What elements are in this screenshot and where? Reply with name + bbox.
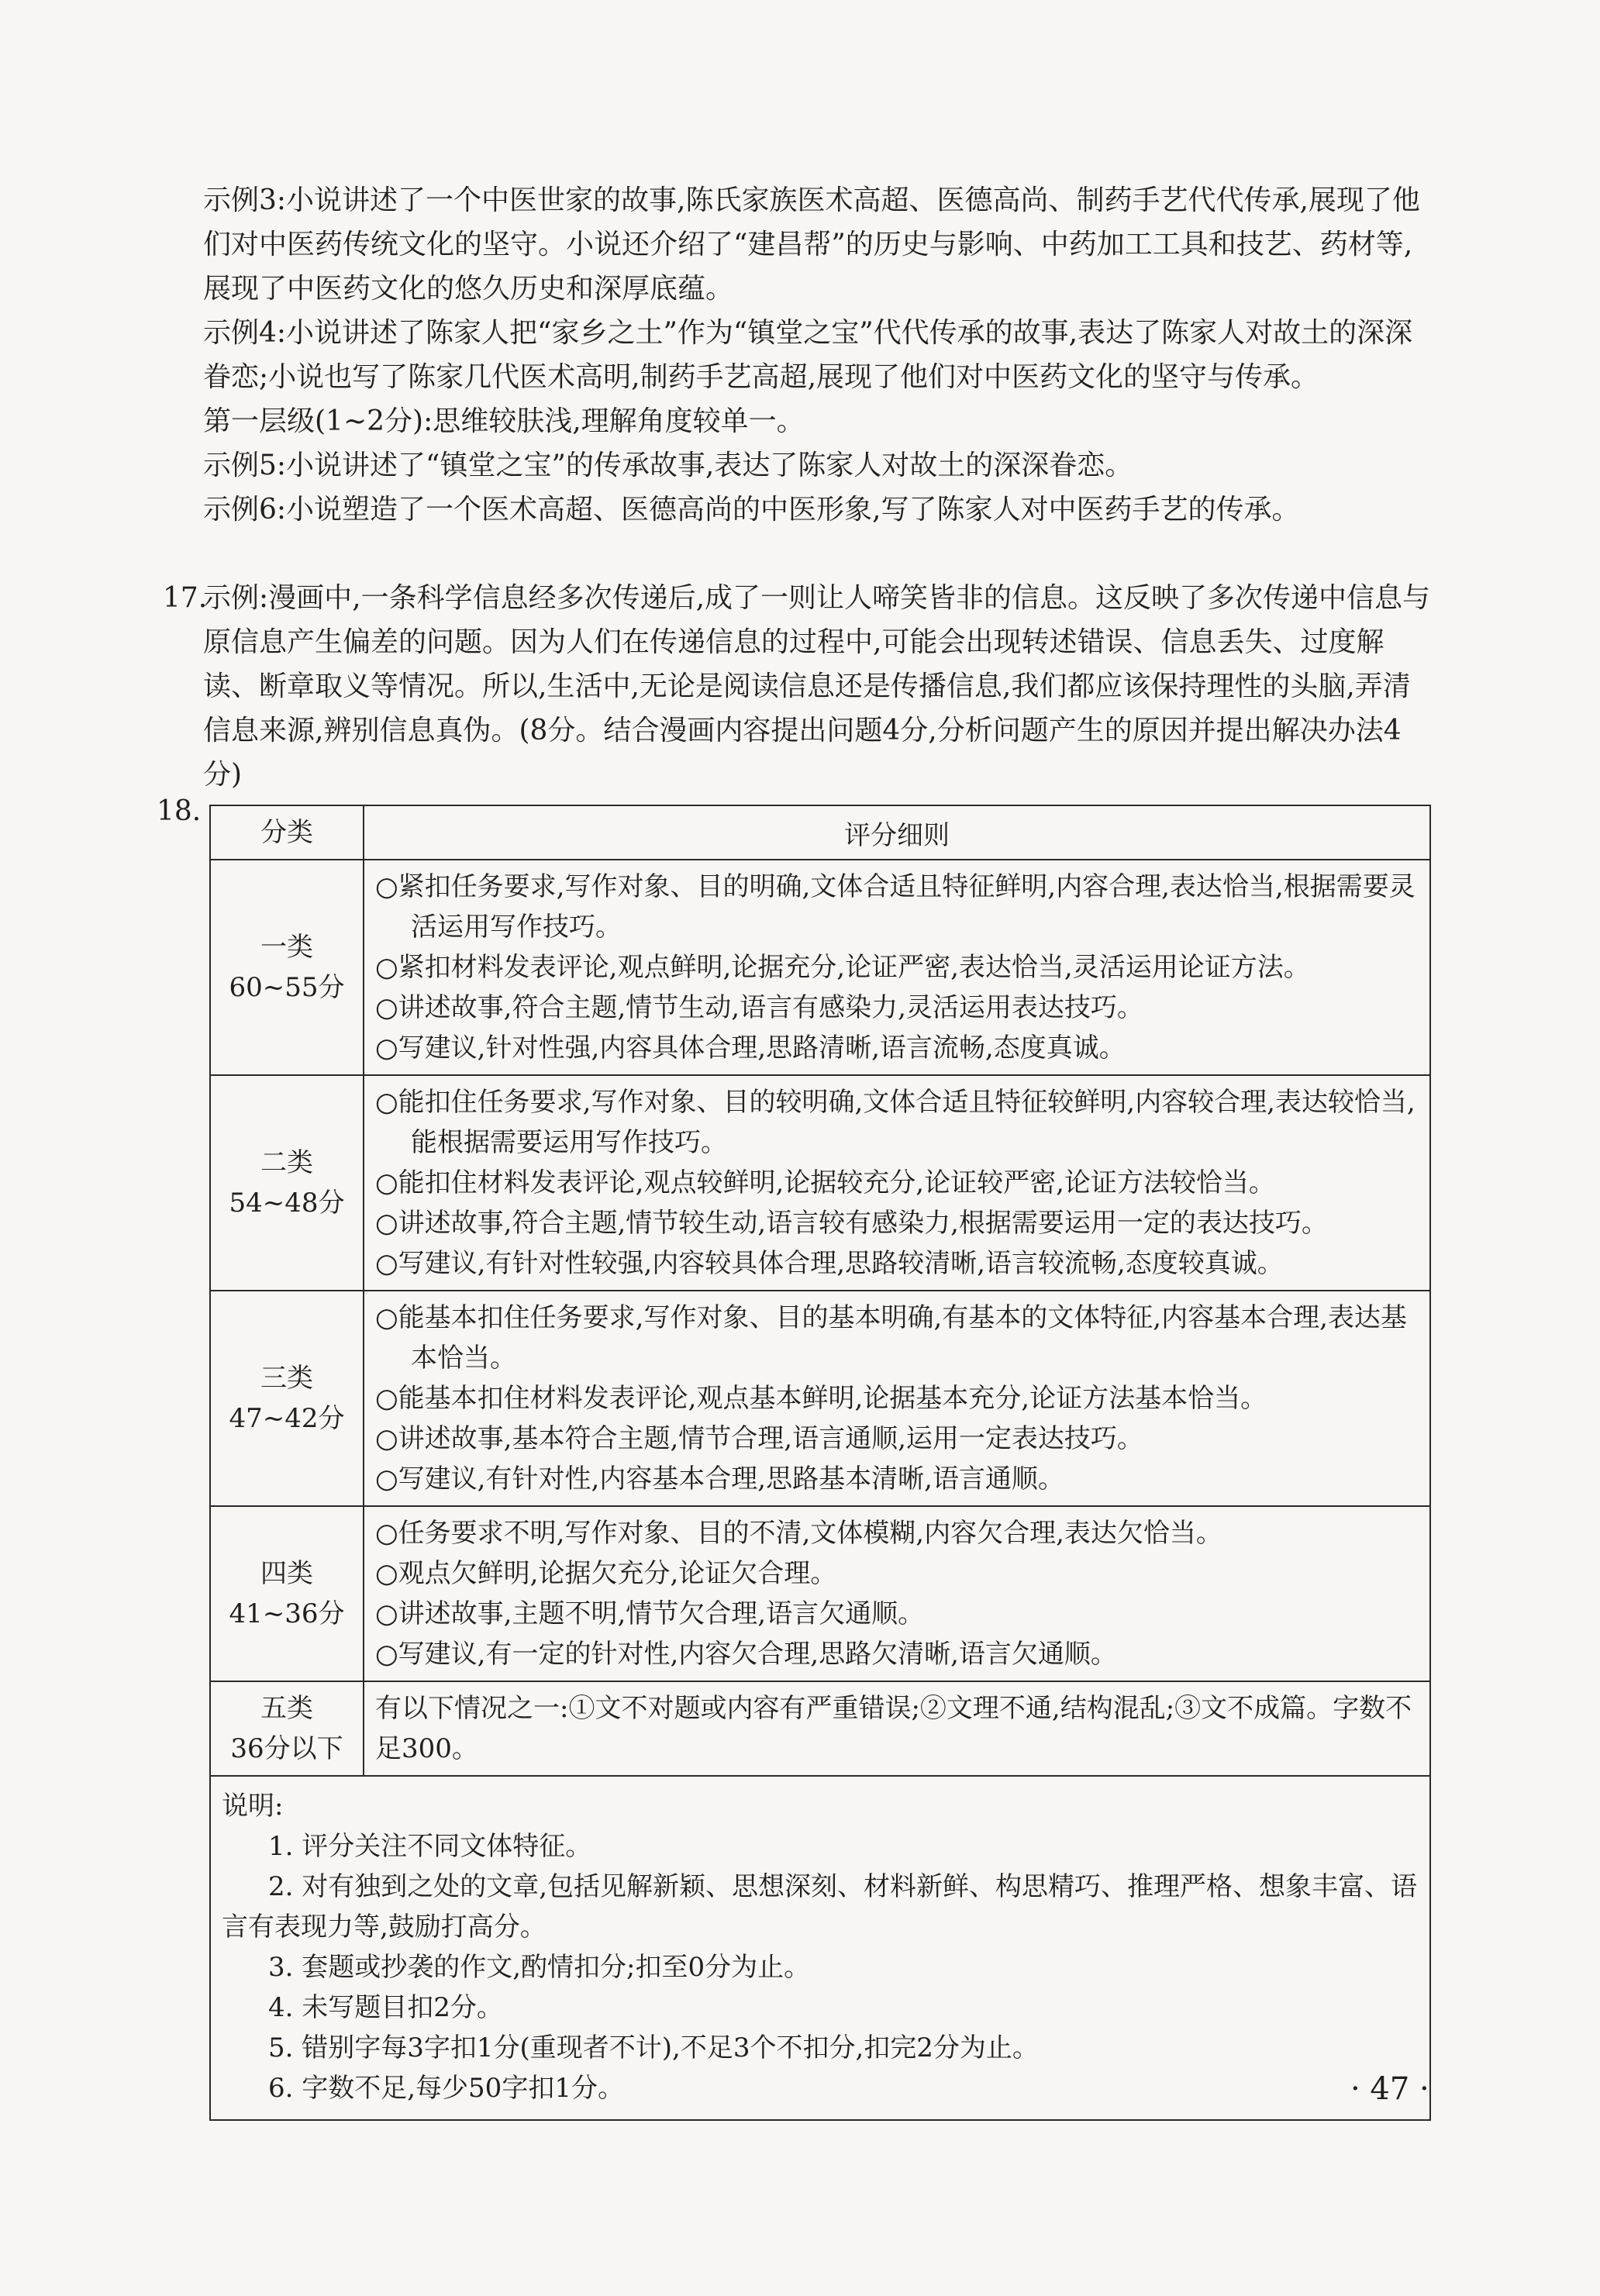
rule-item: ○能基本扣住任务要求,写作对象、目的基本明确,有基本的文体特征,内容基本合理,表达基本恰当。: [375, 1302, 1407, 1374]
header-rules: 评分细则: [364, 805, 1430, 860]
rule-item: ○讲述故事,符合主题,情节生动,语言有感染力,灵活运用表达技巧。: [375, 992, 1143, 1023]
notes-title: 说明:: [222, 1791, 284, 1822]
category-name: 一类: [260, 932, 313, 963]
category-score: 41~36分: [229, 1598, 345, 1629]
rules-cell: [364, 1075, 1430, 1291]
rule-item: ○紧扣材料发表评论,观点鲜明,论据充分,论证严密,表达恰当,灵活运用论证方法。: [375, 952, 1310, 983]
category-cell: [210, 1506, 364, 1681]
question-18-number: 18.: [157, 795, 202, 827]
note-item: 5. 错别字每3字扣1分(重现者不计),不足3个不扣分,扣完2分为止。: [268, 2032, 1039, 2063]
table-row: [210, 1075, 1430, 1291]
rule-item: ○能扣住任务要求,写作对象、目的较明确,文体合适且特征较鲜明,内容较合理,表达较恰当,能根据需要运用写作技巧。: [375, 1087, 1416, 1158]
notes-cell: [210, 1776, 1430, 2120]
example-5: 示例5:小说讲述了“镇堂之宝”的传承故事,表达了陈家人对故土的深深眷恋。: [203, 450, 1133, 481]
note-item: 4. 未写题目扣2分。: [268, 1992, 503, 2023]
rule-item: 有以下情况之一:①文不对题或内容有严重错误;②文理不通,结构混乱;③文不成篇。字数不足300。: [375, 1693, 1412, 1764]
rule-item: ○观点欠鲜明,论据欠充分,论证欠合理。: [375, 1558, 837, 1589]
category-score: 36分以下: [230, 1733, 343, 1764]
level-one-criteria: 第一层级(1~2分):思维较肤浅,理解角度较单一。: [203, 405, 805, 437]
scoring-rubric-table: [209, 805, 1431, 2121]
category-score: 54~48分: [229, 1188, 345, 1219]
table-header-row: [210, 805, 1430, 860]
rule-item: ○讲述故事,符合主题,情节较生动,语言较有感染力,根据需要运用一定的表达技巧。: [375, 1208, 1328, 1239]
note-item: 2. 对有独到之处的文章,包括见解新颖、思想深刻、材料新鲜、构思精巧、推理严格、想象丰富、语言有表现力等,鼓励打高分。: [222, 1871, 1418, 1943]
question-17-number: 17.: [163, 582, 208, 614]
question-17-answer: 示例:漫画中,一条科学信息经多次传递后,成了一则让人啼笑皆非的信息。这反映了多次传递中信息与原信息产生偏差的问题。因为人们在传递信息的过程中,可能会出现转述错误、信息丢失、过度解读、断章取义等情况。所以,生活中,无论是阅读信息还是传播信息,我们都应该保持理性的头脑,弄清信息来源,辨别信息真伪。(8分。结合漫画内容提出问题4分,分析问题产生的原因并提出解决办法4分): [203, 582, 1431, 791]
rule-item: ○写建议,针对性强,内容具体合理,思路清晰,语言流畅,态度真诚。: [375, 1033, 1126, 1064]
rule-item: ○紧扣任务要求,写作对象、目的明确,文体合适且特征鲜明,内容合理,表达恰当,根据需要灵活运用写作技巧。: [375, 871, 1416, 943]
notes-row: [210, 1776, 1430, 2120]
rule-item: ○写建议,有针对性,内容基本合理,思路基本清晰,语言通顺。: [375, 1463, 1064, 1494]
rules-cell: [364, 1291, 1430, 1506]
table-row: [210, 1681, 1430, 1776]
example-4: 示例4:小说讲述了陈家人把“家乡之土”作为“镇堂之宝”代代传承的故事,表达了陈家人对故土的深深眷恋;小说也写了陈家几代医术高明,制药手艺高超,展现了他们对中医药文化的坚守与传承。: [203, 317, 1413, 393]
rule-item: ○任务要求不明,写作对象、目的不清,文体模糊,内容欠合理,表达欠恰当。: [375, 1518, 1222, 1549]
category-cell: [210, 1681, 364, 1776]
note-item: 3. 套题或抄袭的作文,酌情扣分;扣至0分为止。: [268, 1952, 811, 1983]
table-row: [210, 860, 1430, 1075]
category-name: 二类: [260, 1147, 313, 1178]
rule-item: ○写建议,有针对性较强,内容较具体合理,思路较清晰,语言较流畅,态度较真诚。: [375, 1248, 1284, 1279]
rules-cell: [364, 1506, 1430, 1681]
example-3: 示例3:小说讲述了一个中医世家的故事,陈氏家族医术高超、医德高尚、制药手艺代代传承,展现了他们对中医药传统文化的坚守。小说还介绍了“建昌帮”的历史与影响、中药加工工具和技艺、药材等,展现了中医药文化的悠久历史和深厚底蕴。: [203, 184, 1420, 305]
category-cell: [210, 1291, 364, 1506]
page-number: · 47 ·: [1350, 2071, 1429, 2107]
rule-item: ○讲述故事,基本符合主题,情节合理,语言通顺,运用一定表达技巧。: [375, 1423, 1143, 1454]
note-item: 1. 评分关注不同文体特征。: [268, 1831, 592, 1862]
note-item: 6. 字数不足,每少50字扣1分。: [268, 2073, 624, 2104]
category-score: 60~55分: [229, 972, 345, 1003]
rules-cell: [364, 860, 1430, 1075]
category-cell: [210, 860, 364, 1075]
category-score: 47~42分: [229, 1403, 345, 1434]
category-cell: [210, 1075, 364, 1291]
rule-item: ○讲述故事,主题不明,情节欠合理,语言欠通顺。: [375, 1598, 925, 1629]
rules-cell: [364, 1681, 1430, 1776]
intro-examples: [203, 178, 1428, 532]
table-row: [210, 1506, 1430, 1681]
header-category: 分类: [210, 805, 364, 860]
category-name: 三类: [260, 1363, 313, 1394]
question-17: [163, 576, 1434, 797]
table-row: [210, 1291, 1430, 1506]
rule-item: ○能扣住材料发表评论,观点较鲜明,论据较充分,论证较严密,论证方法较恰当。: [375, 1167, 1275, 1198]
category-name: 五类: [260, 1693, 313, 1724]
category-name: 四类: [260, 1558, 313, 1589]
example-6: 示例6:小说塑造了一个医术高超、医德高尚的中医形象,写了陈家人对中医药手艺的传承。: [203, 494, 1300, 526]
rule-item: ○能基本扣住材料发表评论,观点基本鲜明,论据基本充分,论证方法基本恰当。: [375, 1383, 1267, 1414]
rule-item: ○写建议,有一定的针对性,内容欠合理,思路欠清晰,语言欠通顺。: [375, 1639, 1117, 1670]
